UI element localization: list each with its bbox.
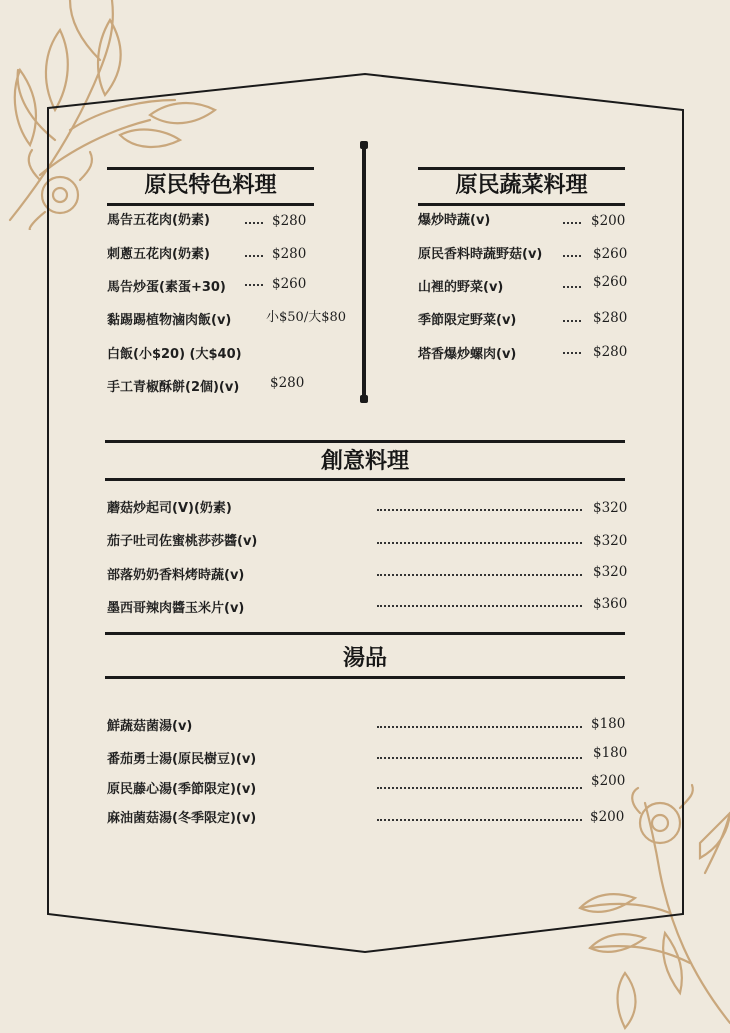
menu-item: 馬告炒蛋(素蛋+30)	[107, 280, 226, 295]
soups-rule-top	[105, 632, 625, 635]
item-price: $280	[272, 246, 307, 262]
column-divider	[362, 144, 366, 400]
vegetables-rule-bottom	[418, 203, 625, 206]
item-price: $200	[590, 809, 625, 825]
menu-item: 原民藤心湯(季節限定)(v)	[107, 782, 257, 797]
item-price: $280	[593, 310, 628, 326]
vegetables-rule-top	[418, 167, 625, 170]
item-price: $360	[593, 596, 628, 612]
creative-rule-bottom	[105, 478, 625, 481]
menu-item: 白飯(小$20) (大$40)	[107, 347, 242, 362]
leader-dots	[245, 284, 263, 286]
leader-dots	[377, 509, 582, 511]
leader-dots	[377, 726, 582, 728]
creative-rule-top	[105, 440, 625, 443]
menu-item: 山裡的野菜(v)	[418, 280, 504, 295]
leader-dots	[377, 757, 582, 759]
menu-item: 茄子吐司佐蜜桃莎莎醬(v)	[107, 534, 258, 549]
soups-rule-bottom	[105, 676, 625, 679]
menu-item: 刺蔥五花肉(奶素)	[107, 247, 210, 262]
leader-dots	[245, 255, 263, 257]
menu-item: 部落奶奶香料烤時蔬(v)	[107, 568, 245, 583]
menu-item: 番茄勇士湯(原民樹豆)(v)	[107, 752, 257, 767]
vegetables-section-title: 原民蔬菜料理	[455, 173, 588, 198]
menu-item: 馬告五花肉(奶素)	[107, 213, 210, 228]
leader-dots	[563, 222, 581, 224]
item-price: $320	[593, 500, 628, 516]
item-price: $280	[272, 213, 307, 229]
item-price: $260	[593, 246, 628, 262]
leader-dots	[563, 352, 581, 354]
leader-dots	[563, 320, 581, 322]
leader-dots	[377, 819, 582, 821]
menu-item: 塔香爆炒螺肉(v)	[418, 347, 517, 362]
menu-item: 爆炒時蔬(v)	[418, 213, 491, 228]
signature-rule-bottom	[107, 203, 314, 206]
item-price: $260	[272, 276, 307, 292]
item-price: $260	[593, 274, 628, 290]
menu-item: 鮮蔬菇菌湯(v)	[107, 719, 193, 734]
item-price: $280	[270, 375, 305, 391]
leader-dots	[563, 255, 581, 257]
menu-item: 原民香料時蔬野菇(v)	[418, 247, 543, 262]
item-price: $180	[591, 716, 626, 732]
item-price: $200	[591, 213, 626, 229]
leader-dots	[563, 286, 581, 288]
menu-item: 黏踢踢植物滷肉飯(v)	[107, 313, 232, 328]
leader-dots	[377, 574, 582, 576]
leader-dots	[377, 787, 582, 789]
item-price: $320	[593, 564, 628, 580]
item-price: $280	[593, 344, 628, 360]
item-price: 小$50/大$80	[266, 310, 347, 325]
signature-section-title: 原民特色料理	[144, 173, 277, 198]
leader-dots	[245, 222, 263, 224]
leader-dots	[377, 605, 582, 607]
creative-section-title: 創意料理	[320, 449, 409, 474]
menu-item: 手工青椒酥餅(2個)(v)	[107, 380, 240, 395]
item-price: $200	[591, 773, 626, 789]
menu-item: 麻油菌菇湯(冬季限定)(v)	[107, 811, 257, 826]
soups-section-title: 湯品	[342, 646, 387, 671]
signature-rule-top	[107, 167, 314, 170]
item-price: $180	[593, 745, 628, 761]
menu-item: 墨西哥辣肉醬玉米片(v)	[107, 601, 245, 616]
item-price: $320	[593, 533, 628, 549]
leader-dots	[377, 542, 582, 544]
menu-item: 季節限定野菜(v)	[418, 313, 517, 328]
menu-item: 蘑菇炒起司(V)(奶素)	[107, 501, 232, 516]
